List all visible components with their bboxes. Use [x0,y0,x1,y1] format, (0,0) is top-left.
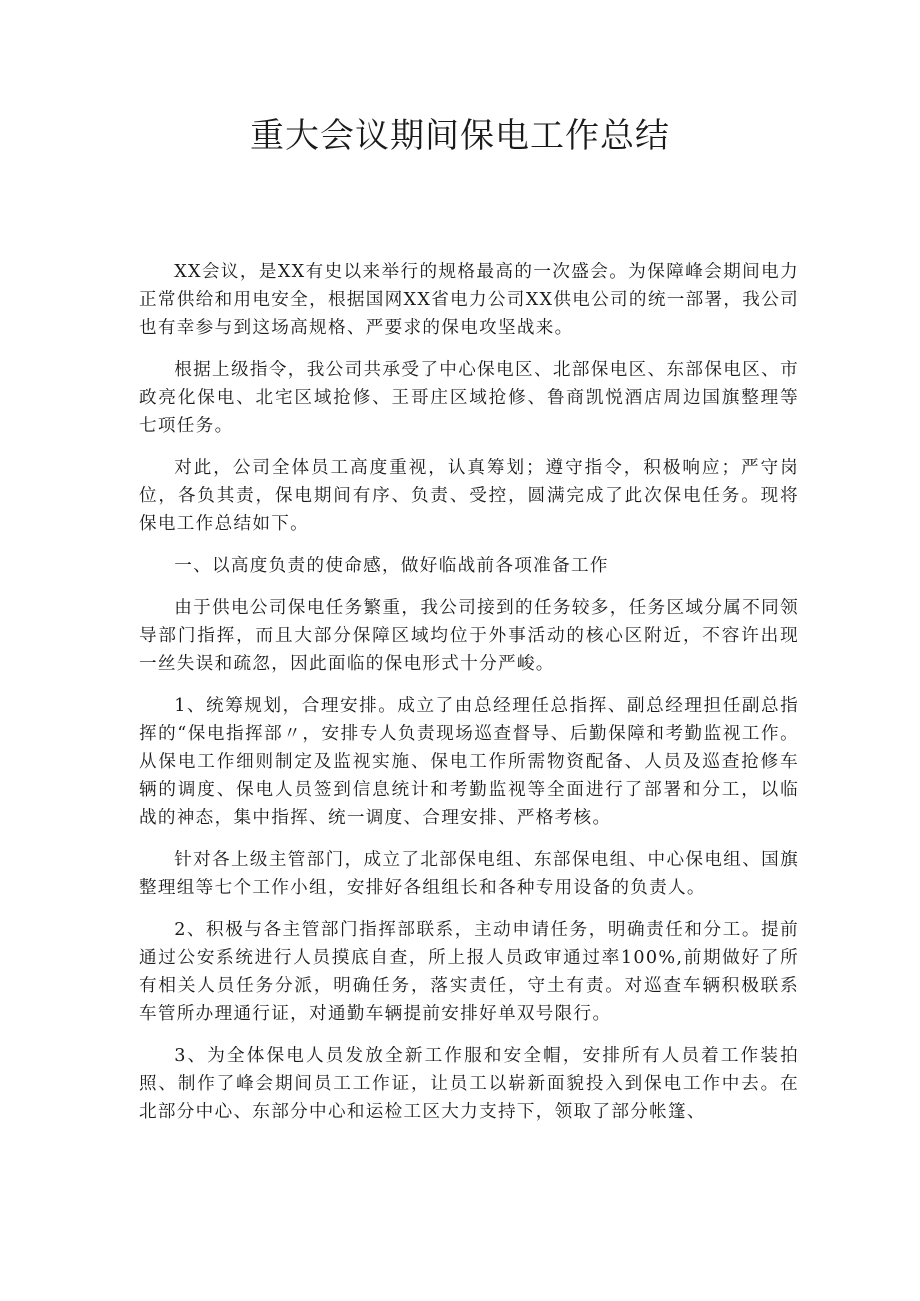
paragraph-intro: XX会议，是XX有史以来举行的规格最高的一次盛会。为保障峰会期间电力正常供给和用电安全，根据国网XX省电力公司XX供电公司的统一部署，我公司也有幸参与到这场高规格、严要求的保电攻坚战来。 [139,262,799,338]
paragraph-item-2: 2、积极与各主管部门指挥部联系，主动申请任务，明确责任和分工。提前通过公安系统进行人员摸底自查，所上报人员政审通过率100%,前期做好了所有相关人员任务分派，明确任务，落实责任，守土有责。对巡查车辆积极联系车管所办理通行证，对通勤车辆提前安排好单双号限行。 [139,920,799,1024]
paragraph-response: 对此，公司全体员工高度重视，认真筹划；遵守指令，积极响应；严守岗位，各负其责，保电期间有序、负责、受控，圆满完成了此次保电任务。现将保电工作总结如下。 [139,458,799,534]
paragraph-situation: 由于供电公司保电任务繁重，我公司接到的任务较多，任务区域分属不同领导部门指挥，而且大部分保障区域均位于外事活动的核心区附近，不容许出现一丝失误和疏忽，因此面临的保电形式十分严峻。 [139,598,799,674]
paragraph-tasks: 根据上级指令，我公司共承受了中心保电区、北部保电区、东部保电区、市政亮化保电、北宅区域抢修、王哥庄区域抢修、鲁商凯悦酒店周边国旗整理等七项任务。 [139,360,799,436]
paragraph-groups: 针对各上级主管部门，成立了北部保电组、东部保电组、中心保电组、国旗整理组等七个工作小组，安排好各组组长和各种专用设备的负责人。 [139,850,799,898]
paragraph-item-3: 3、为全体保电人员发放全新工作服和安全帽，安排所有人员着工作装拍照、制作了峰会期间员工工作证，让员工以崭新面貌投入到保电工作中去。在北部分中心、东部分中心和运检工区大力支持下，领取了部分帐篷、 [139,1046,799,1122]
document-body [139,258,799,1140]
section-heading-1: 一、以高度负责的使命感，做好临战前各项准备工作 [174,556,609,576]
document-title: 重大会议期间保电工作总结 [250,116,670,156]
paragraph-item-1: 1、统筹规划，合理安排。成立了由总经理任总指挥、副总经理担任副总指挥的“保电指挥部〃，安排专人负责现场巡查督导、后勤保障和考勤监视工作。从保电工作细则制定及监视实施、保电工作所需物资配备、人员及巡查抢修车辆的调度、保电人员签到信息统计和考勤监视等全面进行了部署和分工，以临战的神态，集中指挥、统一调度、合理安排、严格考核。 [139,696,799,828]
